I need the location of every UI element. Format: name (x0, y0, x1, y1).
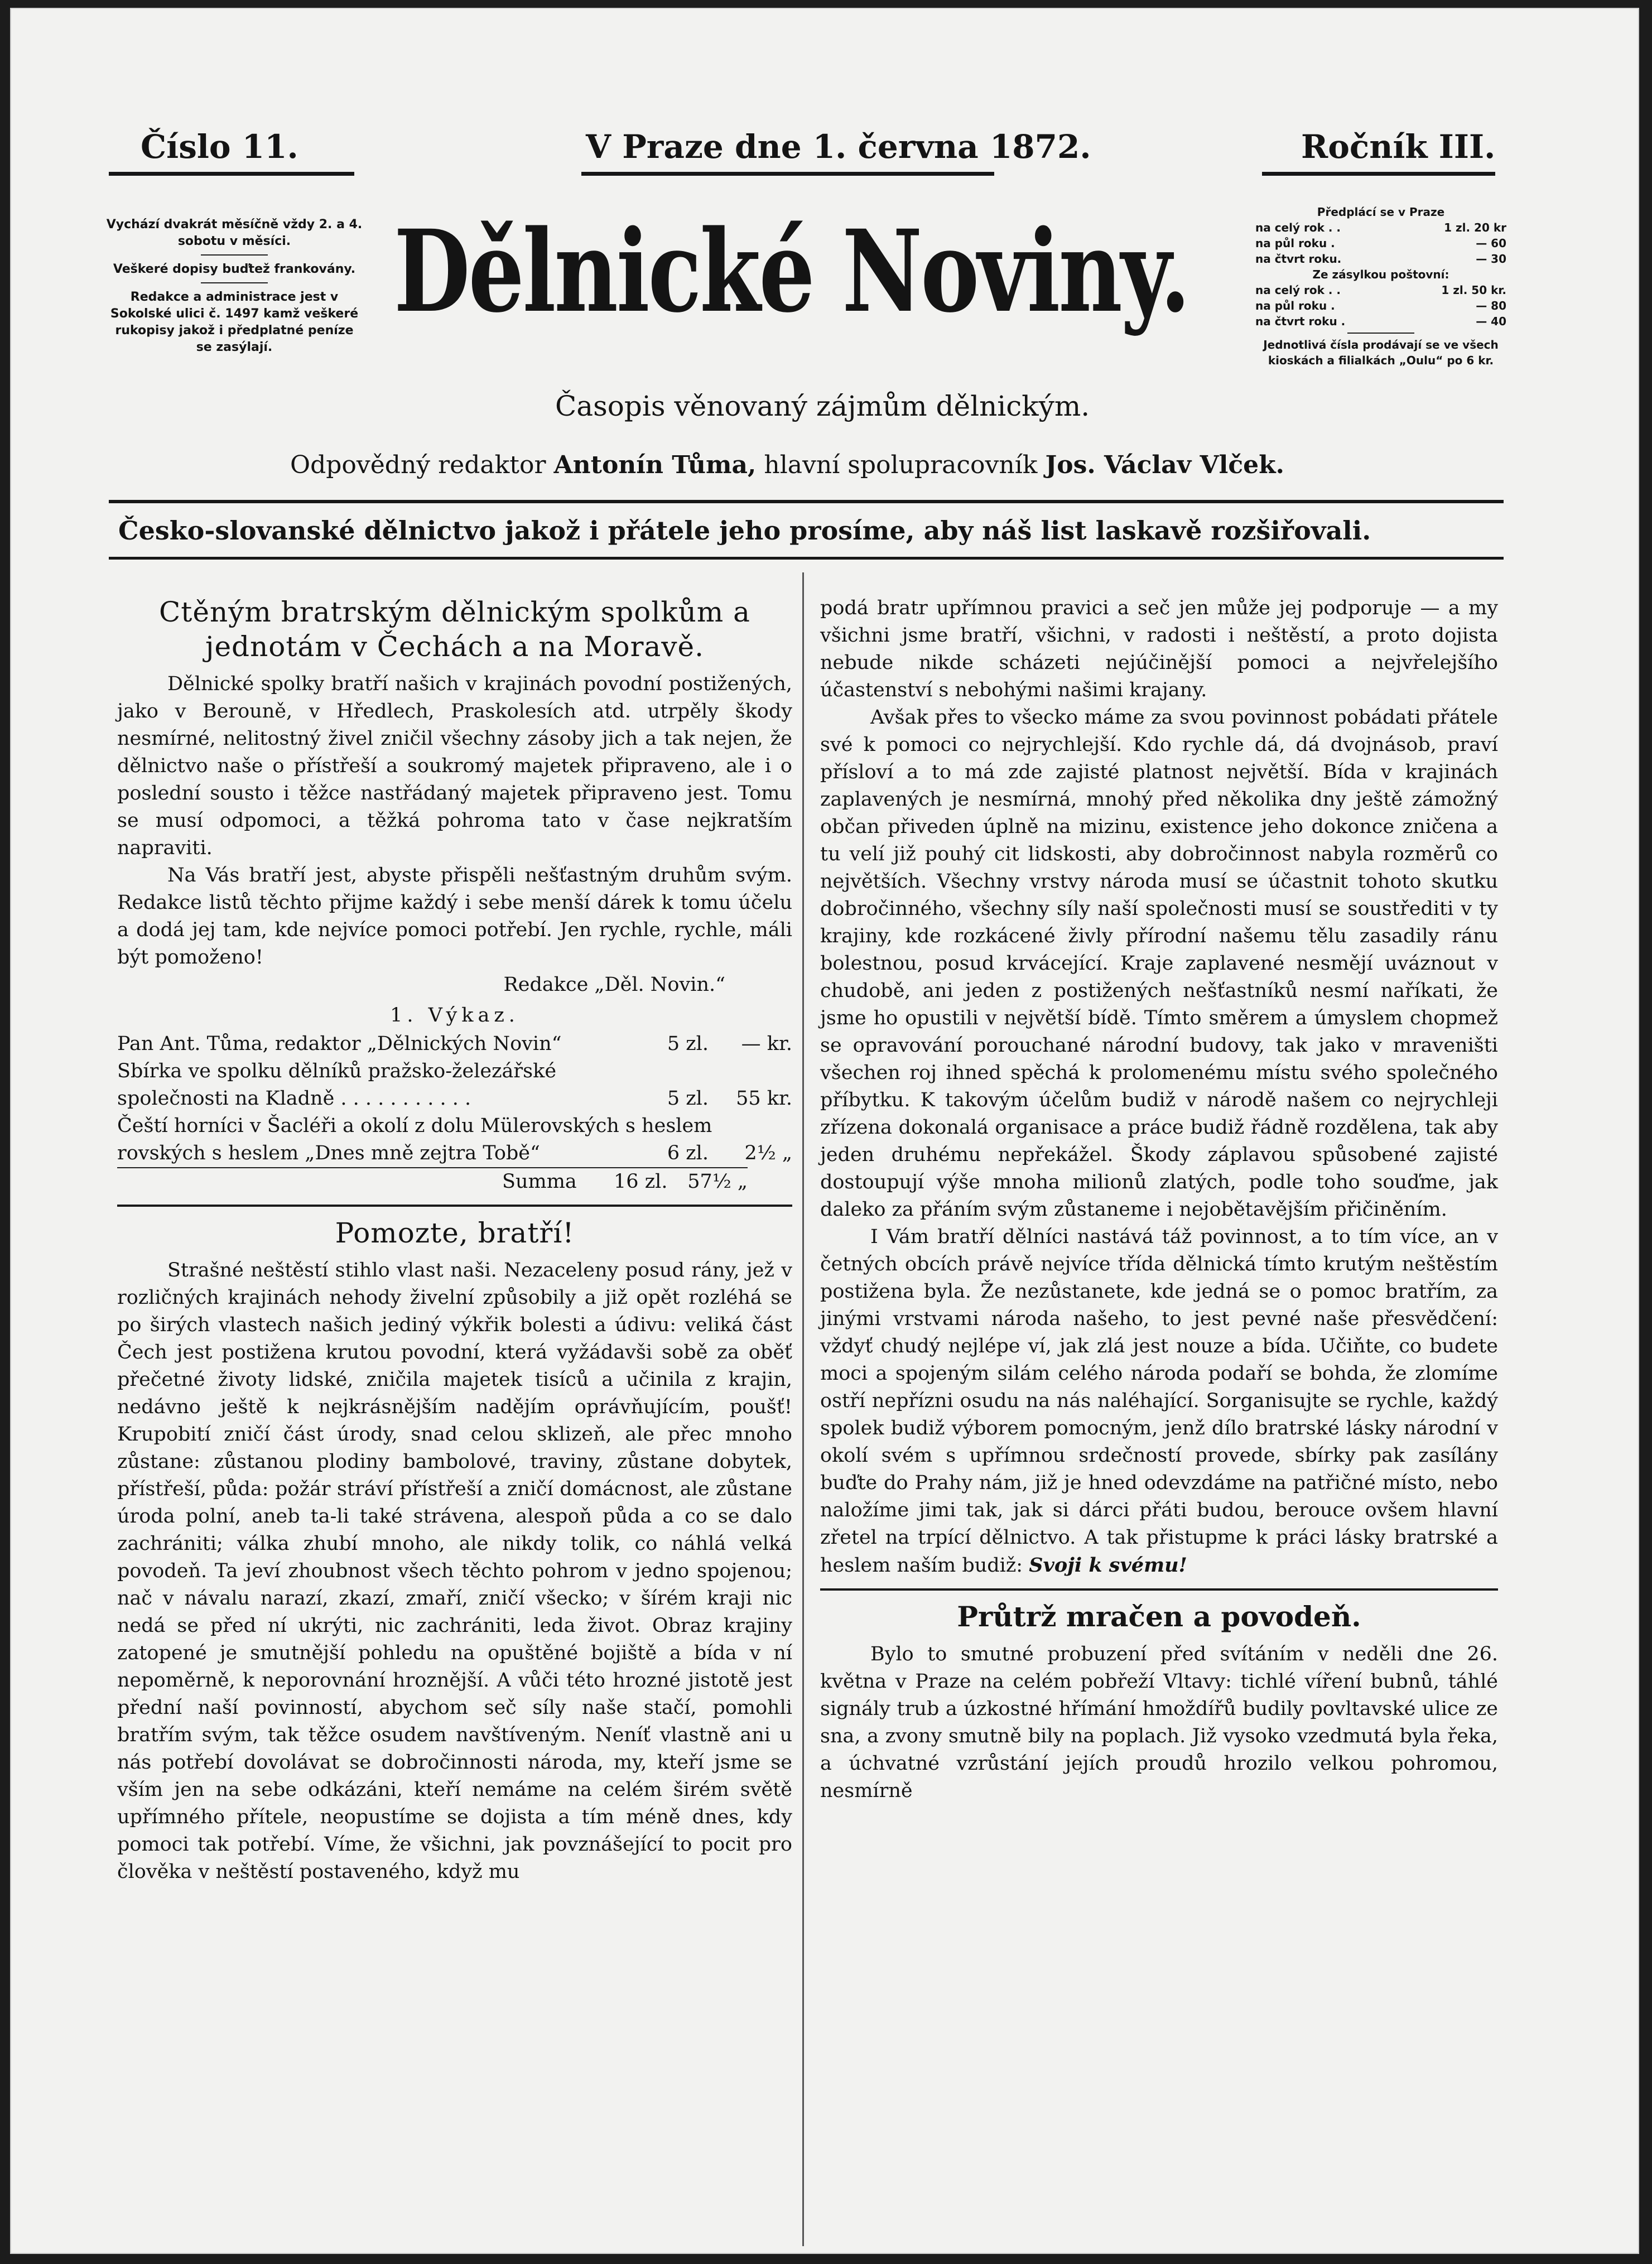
article2-paragraph: Strašné neštěstí stihlo vlast naši. Nezaceleny posud rány, jež v rozličných krajinách nehody živelní způsobily a již opět rozléhá se po širých vlastech našich jediný výkřik bolesti a údivu: veliká část Čech jest postižena krutou povodní, která vyžádavši sobě za oběť přečetné životy lidské, zničila majetek tisíců a učinila z krajin, nedávno ještě k nejkrásnějším nadějím oprávňujícím, poušť! Krupobití zničí část úrody, snad celou sklizeň, ale přec mnoho zůstane: zůstanou plodiny bambolové, traviny, zůstane dobytek, přístřeší, půda: požár stráví přístřeší a zničí domácnost, ale zůstane úroda polní, aneb ta-li také strávena, alespoň půda a co se dalo zachrániti; válka zhubí mnoho, ale nikdy tolik, co náhlá velká povodeň. Ta jeví zhoubnost všech těchto pohrom v jedno spojenou; nač v návalu narazí, zkazí, zmaří, zničí všecko; v šírém kraji nic nedá se před ní ukrýti, nic zachrániti, leda život. Obraz krajiny zatopené je smutnější pohledu na opuštěné bojiště a bída v ní nepoměrně, k neporovnání hroznější. A vůči této hrozné jistotě jest přední naší povinností, abychom seč síly naše stačí, pomohli bratřím svým, tak těžce osudem navštíveným. Neníť vlastně ani u nás potřebí dovolávat se dobročinnosti národa, my, kteří jsme se vším jen na sebe odkázáni, kteří nemáme na celém širém světě upřímného přítele, neopustíme se dojista a tím méně dnes, kdy pomoci tak potřebí. Víme, že všichni, jak povznášející to pocit pro člověka v neštěstí postaveného, když mu (117, 1259, 792, 1883)
price-row: na čtvrt roku . — 40 (1255, 315, 1506, 328)
section-rule (117, 1205, 792, 1207)
date-underline (581, 172, 994, 176)
price-row: na celý rok . . 1 zl. 20 kr (1255, 221, 1506, 234)
masthead-title: Dělnické Noviny. (394, 205, 1189, 338)
newspaper-page (10, 8, 1639, 2254)
price-divider (1347, 333, 1414, 334)
address-note: Redakce a administrace jest v Sokolské ulici č. 1497 kamž veškeré rukopisy jakož i předplatné peníze se zasýlají. (110, 290, 359, 354)
banner-bottom-rule (109, 557, 1504, 560)
editors-line (290, 450, 1284, 481)
total-kr: 57½ „ (687, 1170, 748, 1193)
prague-heading: Předplácí se v Praze (1317, 205, 1445, 219)
price-row: na čtvrt roku. — 30 (1255, 252, 1506, 266)
editor-name: Antonín Tůma, (553, 451, 757, 479)
article3-title: Průtrž mračen a povodeň. (957, 1600, 1361, 1633)
section-rule (820, 1588, 1498, 1591)
article2-continuation: podá bratr upřímnou pravici a seč jen může jej podporuje — a my všichni jsme bratří, všichni, v radosti i neštěstí, a proto dojista nebude nikde scházeti nejúčinější pomoci a nejvřelejšího účastenství s nebohými našimi krajany. (820, 597, 1498, 701)
donation-row: Pan Ant. Tůma, redaktor „Dělnických Novin“ 5 zl. — kr. (117, 1033, 792, 1055)
issue-number: Číslo 11. (141, 128, 298, 166)
price-row: na půl roku . — 80 (1255, 299, 1506, 312)
donation-row: Čeští horníci v Šacléři a okolí z dolu Mülerovských s heslem (117, 1115, 712, 1137)
price-row: na půl roku . — 60 (1255, 237, 1506, 250)
frequency-note: Vychází dvakrát měsíčně vždy 2. a 4. sobotu v měsíci. (106, 218, 363, 248)
price-row: na celý rok . . 1 zl. 50 kr. (1255, 283, 1506, 297)
collaborator-name: Jos. Václav Vlček. (1045, 451, 1284, 479)
volume-number: Ročník III. (1301, 128, 1496, 166)
article2-motto: Svoji k svému! (1029, 1554, 1187, 1577)
single-copy-note: Jednotlivá čísla prodávají se ve všech kioskách a filialkách „Oulu“ po 6 kr. (1263, 338, 1499, 367)
issue-date: V Praze dne 1. června 1872. (586, 128, 1091, 166)
left-column (117, 595, 792, 1886)
article1-title: Ctěným bratrským dělnickým spolkům a jednotám v Čechách a na Moravě. (159, 596, 750, 663)
collaborator-prefix: hlavní spolupracovník (764, 451, 1038, 479)
postage-note: Veškeré dopisy buďtež frankovány. (113, 262, 356, 276)
article3-paragraph: Bylo to smutné probuzení před svítáním v neděli dne 26. května v Praze na celém pobřeží Vltavy: tichlé víření bubnů, táhlé signály trub a úzkostné hřímání hmoždířů budily povltavské ulice ze sna, a zvony smutně bily na poplach. Již vysoko vzedmutá byla řeka, a úchvatné vzrůstání jejích proudů hrozilo velkou pohromou, nesmírně (820, 1643, 1498, 1802)
donation-row: rovských s heslem „Dnes mně zejtra Tobě“ 6 zl. 2½ „ (117, 1142, 792, 1164)
article2-paragraph: I Vám bratří dělníci nastává táž povinnost, a to tím více, an v četných obcích právě nejvíce třída dělnická tímto krutým neštěstím postižena byla. Že nezůstanete, kde jedná se o pomoc bratřím, za jinými vrstvami národa našeho, to jest pevné naše přesvědčení: vždyť chudý nejlépe ví, jak zlá jest nouze a bída. Učiňte, co budete moci a spojeným silám celého národa podaří se bohda, že zlomíme ostří nepřízni osudu na nás naléhající. Sorganisujte se rychle, každý spolek budiž výborem pomocným, jenž dílo bratrské lásky národní v okolí svém s upřímnou srdečností provede, sbírky pak zasílány buďte do Prahy nám, již je hned odevzdáme na patřičné místo, nebo naložíme jimi tak, jak si dárci přáti budou, berouce ovšem hlavní zřetel na trpící dělnictvo. A tak přistupme k práci lásky bratrské a heslem naším budiž: Svoji k svému! (820, 1226, 1498, 1577)
article1-signoff: Redakce „Děl. Novin.“ (503, 974, 725, 996)
right-column (820, 595, 1498, 1805)
article1-paragraph: Dělnické spolky bratří našich v krajinách povodní postižených, jako v Berouně, v Hředlech, Praskolesích atd. utrpěly škody nesmírné, nelitostný živel zničil všechny zásoby jich a tak nejen, že dělnictvo naše o přístřeší a soukromý majetek připraveno, ale i o poslední sousto i těžce nastřádaný majetek připraveno jest. Tomu se musí odpomoci, a těžká pohroma tato v čase nejkratším napraviti. (117, 673, 792, 859)
article2-paragraph: Avšak přes to všecko máme za svou povinnost pobádati přátele své k pomoci co nejrychlejší. Kdo rychle dá, dá dvojnásob, praví přísloví a to má zde zajisté platnost největší. Bída v krajinách zaplavených je nesmírná, mnohý před několika dny ještě zámožný občan přiveden úplně na mizinu, existence jeho dokonce zničena a tu velí již pouhý cit lidskosti, aby dobročinnost nabyla rozměrů co největších. Všechny vrstvy národa musí se účastnit tohoto skutku dobročinného, všechny síly naší společnosti musí se soustřediti v ty krajiny, kde rozkácené živly přírodní našemu tělu zasadily ránu bolestnou, posud krvácející. Kraje zaplavené nesmějí uváznout v chudobě, ani jeden z postižených nešťastníků nesmí naříkati, že jsme ho opustili v největší bídě. Tímto směrem a úmyslem chopmež se opravování porouchané národní budovy, tak jako v mraveništi všechen roj ihned spěchá k prolomenému místu svého společného příbytku. K takovým účelům budiž v národě našem co nejrychleji zřízena dokonalá organisace a práce budiž řádně rozdělena, tak aby jeden druhému nepřekážel. Škody záplavou spůsobené zajisté dostoupují výše mnoha milionů zlatých, podle toho souďme, jak daleko za přáním svým zůstaneme i nejobětavějším přičiněním. (820, 706, 1498, 1221)
banner-top-rule (109, 500, 1504, 503)
total-zl: 16 zl. (614, 1170, 668, 1193)
note-divider (201, 254, 268, 256)
note-divider (201, 282, 268, 283)
volume-underline (1262, 172, 1495, 176)
article2-title: Pomozte, bratří! (335, 1217, 575, 1249)
issue-underline (109, 172, 354, 176)
article1-paragraph: Na Vás bratří jest, abyste přispěli nešťastným druhům svým. Redakce listů těchto přijme každý i sebe menší dárek k tomu účelu a dodá jej tam, kde nejvíce pomoci potřebí. Jen rychle, rychle, máli být pomoženo! (117, 864, 792, 969)
publication-info-note (106, 216, 363, 360)
post-heading: Ze zásylkou poštovní: (1312, 268, 1449, 281)
banner-appeal: Česko-slovanské dělnictvo jakož i přátele jeho prosíme, aby náš list laskavě rozšiřovali. (118, 516, 1371, 546)
total-label: Summa (502, 1170, 577, 1193)
masthead-subtitle: Časopis věnovaný zájmům dělnickým. (555, 390, 1090, 422)
donation-row: společnosti na Kladně . . . . . . . . . . . 5 zl. 55 kr. (117, 1087, 792, 1110)
donation-list-title: 1. Výkaz. (390, 1004, 519, 1027)
donation-row: Sbírka ve spolku dělníků pražsko-železářské (117, 1060, 557, 1082)
editor-prefix: Odpovědný redaktor (290, 451, 546, 479)
subscription-prices (1255, 204, 1506, 368)
donation-total (117, 1167, 748, 1196)
column-divider (802, 572, 804, 2246)
